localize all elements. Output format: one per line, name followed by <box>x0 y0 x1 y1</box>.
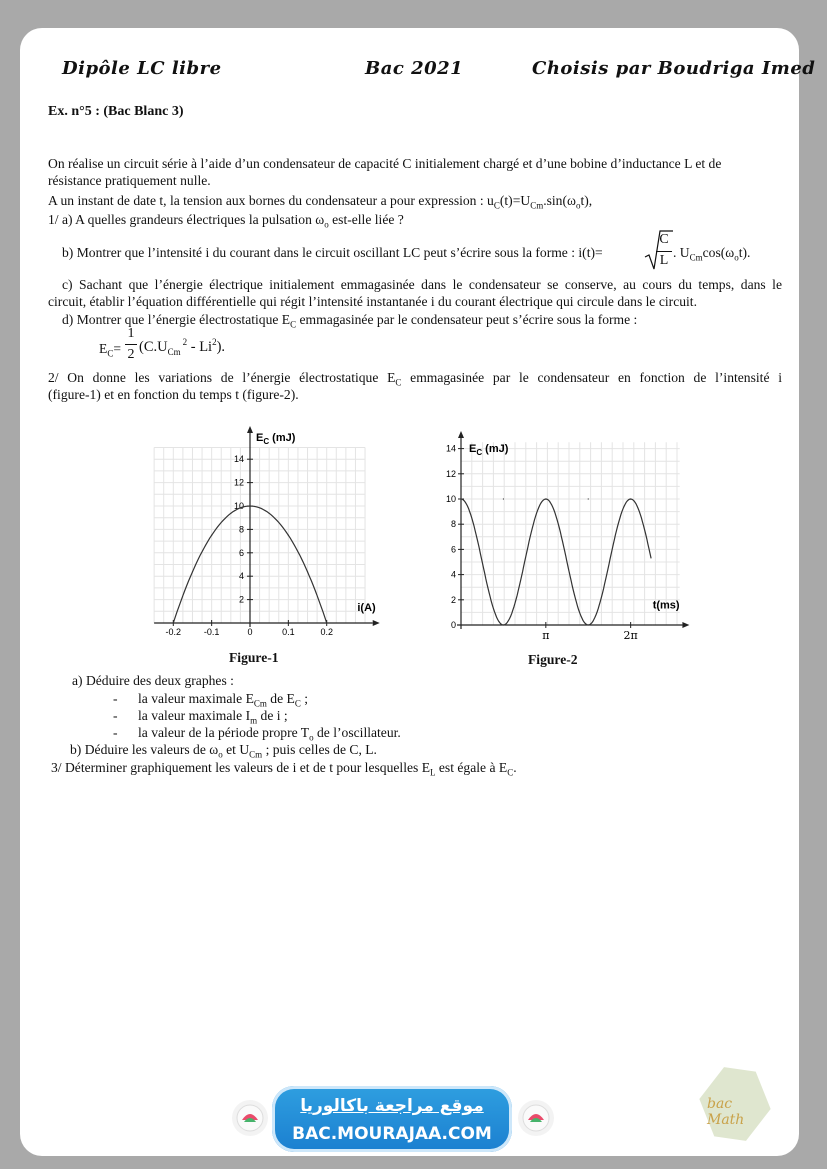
site-banner[interactable] <box>272 1086 512 1152</box>
formula-fraction-bar <box>125 344 137 345</box>
y-tick-label: 4 <box>238 571 244 582</box>
data-point <box>588 498 589 499</box>
question-1d: d) Montrer que l’énergie électrostatique $E_C$ emmagasinée par le condensateur peut s’écrire sous la forme : <box>62 312 638 330</box>
exercise-title: Ex. n°5 : (Bac Blanc 3) <box>48 104 184 119</box>
y-axis-arrow <box>458 431 464 438</box>
question-1c-line-2: circuit, établir l’équation différentielle qui régit l’intensité instantanée i du courant électrique qui circule dans le circuit. <box>48 294 697 309</box>
y-tick-label: 6 <box>450 544 456 555</box>
header-center: Bac 2021 <box>365 58 464 79</box>
formula-lhs: $E_C=$ <box>99 341 121 359</box>
x-tick-label: -0.1 <box>203 627 220 637</box>
data-point <box>173 622 174 623</box>
x-tick-label: 0.1 <box>282 627 295 637</box>
sqrt-denominator: L <box>659 253 669 268</box>
data-point <box>630 498 631 499</box>
question-1b-end: . $U_{Cm}\cos(\omega_ot)$. <box>673 245 751 263</box>
data-point <box>192 571 193 572</box>
para-1-line-2: résistance pratiquement nulle. <box>48 173 211 188</box>
y-tick-label: 8 <box>238 524 244 535</box>
banner-arabic[interactable]: موقع مراجعة باكالوريا <box>300 1096 484 1116</box>
data-point <box>230 513 231 514</box>
formula-body: $(C.U_{Cm}^2 - Li^2)$. <box>139 337 226 357</box>
left-logo <box>232 1100 268 1136</box>
data-point <box>269 513 270 514</box>
header-right: Choisis par Boudriga Imed <box>532 58 816 79</box>
para-1-line-1: On réalise un circuit série à l’aide d’un condensateur de capacité C initialement chargé et d’une bobine d’inductance L et de <box>48 156 722 171</box>
x-tick-label: 2π <box>623 629 638 640</box>
data-point <box>566 624 567 625</box>
y-tick-label: 4 <box>450 569 456 580</box>
question-1b: b) Montrer que l’intensité i du courant dans le circuit oscillant LC peut s’écrire sous la forme : i(t)= <box>62 245 603 260</box>
badge-text: bac Math <box>707 1096 745 1128</box>
sqrt-fraction-bar <box>656 251 672 252</box>
y-tick-label: 0 <box>450 620 456 630</box>
data-point <box>249 505 250 506</box>
y-tick-label: 6 <box>238 547 244 558</box>
figure-2-chart <box>440 430 695 640</box>
y-tick-label: 14 <box>233 454 244 465</box>
data-point <box>609 624 610 625</box>
banner-site[interactable]: BAC.MOURAJAA.COM <box>292 1124 492 1144</box>
data-point <box>503 498 504 499</box>
x-axis-label: i(A) <box>357 602 376 614</box>
right-logo <box>518 1100 554 1136</box>
y-tick-label: 14 <box>445 443 456 454</box>
para-2: A un instant de date t, la tension aux bornes du condensateur a pour expression : $u_C(t)=U_{Cm}.\sin(\omega_ot)$, <box>48 193 593 211</box>
x-tick-label: π <box>542 629 550 640</box>
data-point <box>288 535 289 536</box>
y-tick-label: 2 <box>238 594 244 605</box>
header-left: Dipôle LC libre <box>62 58 222 79</box>
bac-math-badge <box>697 1066 773 1142</box>
question-1a: 1/ a) A quelles grandeurs électriques la pulsation $\omega_o$ est-elle liée ? <box>48 212 404 230</box>
x-axis-arrow <box>373 620 380 626</box>
bullet-3: la valeur de la période propre $T_o$ de l’oscillateur. <box>138 725 401 743</box>
x-axis-label: t(ms) <box>652 599 680 612</box>
bullet-dash-2: - <box>113 708 118 723</box>
bullet-dash-1: - <box>113 691 118 706</box>
y-axis-label: $E_C$ (mJ) <box>469 443 509 457</box>
y-tick-label: 8 <box>450 519 456 530</box>
y-tick-label: 10 <box>445 494 456 504</box>
bullet-1: la valeur maximale $E_{Cm}$ de $E_C$ ; <box>138 691 309 709</box>
bullet-dash-3: - <box>113 725 118 740</box>
y-tick-label: 2 <box>450 594 456 605</box>
question-2-line-2: (figure-1) et en fonction du temps t (figure-2). <box>48 387 299 402</box>
data-point <box>307 571 308 572</box>
x-tick-label: 0 <box>247 627 253 637</box>
figure-1-caption: Figure-1 <box>229 650 279 665</box>
y-axis-arrow <box>247 426 253 433</box>
data-point <box>482 624 483 625</box>
data-point <box>545 498 546 499</box>
y-axis-label: $E_C$ (mJ) <box>256 432 296 446</box>
x-tick-label: -0.2 <box>165 627 182 637</box>
data-point <box>211 535 212 536</box>
data-point <box>326 622 327 623</box>
formula-denominator: 2 <box>127 347 135 362</box>
data-point <box>651 624 652 625</box>
question-1c-line-1: c) Sachant que l’énergie électrique initialement emmagasinée dans le condensateur se conserve, au cours du temps, dans le <box>62 277 782 292</box>
figure-1-chart <box>142 425 387 640</box>
question-2b: b) Déduire les valeurs de $\omega_o$ et $U_{Cm}$ ; puis celles de C, L. <box>70 742 377 760</box>
data-point <box>524 624 525 625</box>
question-3: 3/ Déterminer graphiquement les valeurs de i et de t pour lesquelles $E_L$ est égale à $E_C$. <box>51 760 517 778</box>
figure-2-caption: Figure-2 <box>528 652 578 667</box>
question-2a: a) Déduire des deux graphes : <box>72 673 234 688</box>
question-2-line-1: 2/ On donne les variations de l’énergie électrostatique $E_C$ emmagasinée par le condensateur en fonction de l’intensité i <box>48 370 782 388</box>
y-tick-label: 12 <box>445 468 456 479</box>
y-tick-label: 10 <box>233 501 244 511</box>
bullet-2: la valeur maximale $I_m$ de i ; <box>138 708 288 726</box>
formula-numerator: 1 <box>127 326 135 341</box>
x-tick-label: 0.2 <box>320 627 333 637</box>
x-axis-arrow <box>682 622 689 628</box>
y-tick-label: 12 <box>233 477 244 488</box>
data-point <box>460 498 461 499</box>
sqrt-numerator: C <box>659 232 669 247</box>
